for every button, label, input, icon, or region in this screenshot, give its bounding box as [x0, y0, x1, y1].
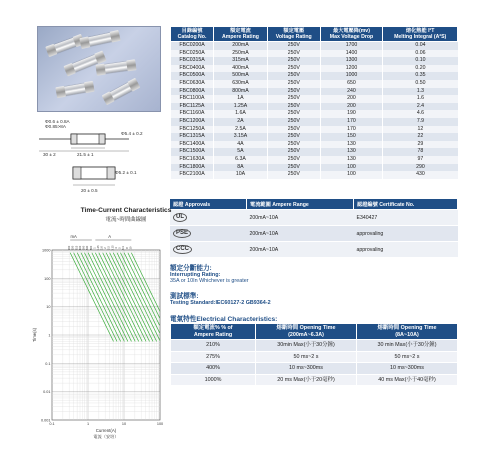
electrical-header: 額定電流% % of Ampere Rating [171, 324, 256, 340]
spec-cell: FBC0630A [171, 80, 214, 88]
top-tick-label: 1.6 [100, 246, 104, 250]
top-tick-label: 3.15 [111, 245, 115, 251]
approvals-row [170, 226, 458, 242]
spec-row [171, 156, 458, 164]
spec-cell: FBC1160A [171, 110, 214, 118]
spec-cell: 200 [320, 103, 383, 111]
drawing-l3: 20 ± 0.5 [81, 188, 98, 193]
electrical-table [170, 323, 458, 386]
spec-header: 目錄編號 Catalog No. [171, 27, 214, 42]
spec-cell: 130 [320, 148, 383, 156]
x-tick-label: 1 [86, 422, 90, 426]
spec-cell: FBC0500A [171, 72, 214, 80]
top-tick-label: 250 [71, 245, 75, 251]
spec-cell: 170 [320, 118, 383, 126]
drawing-l2: 21.5 ± 1 [77, 152, 94, 157]
spec-cell: 1200 [320, 65, 383, 73]
y-tick-label: 10 [46, 305, 51, 310]
spec-cell: 400mA [214, 65, 268, 73]
spec-cell: 800mA [214, 88, 268, 96]
spec-row [171, 65, 458, 73]
spec-row [171, 72, 458, 80]
spec-row [171, 171, 458, 179]
approvals-row [170, 210, 458, 226]
spec-row [171, 103, 458, 111]
fuse-image [47, 35, 82, 55]
spec-cell: 250V [267, 141, 320, 149]
spec-cell: 0.06 [383, 50, 458, 58]
top-tick-label: 800 [89, 245, 93, 251]
spec-cell: 6.3A [214, 156, 268, 164]
interrupting-label: Interrupting Rating: [170, 272, 221, 278]
approvals-header: 電流範圍 Ampere Range [247, 199, 354, 210]
spec-cell: 250V [267, 148, 320, 156]
testing-value: IEC60127-2 GB9364-2 [215, 300, 271, 306]
spec-cell: 250V [267, 110, 320, 118]
chart-subtitle: 電流~時間曲線圖 [105, 217, 147, 223]
spec-cell: 250V [267, 50, 320, 58]
drawing-d2: Φ5.2 ± 0.1 [115, 170, 137, 175]
spec-row [171, 133, 458, 141]
spec-cell: 500mA [214, 72, 268, 80]
spec-row [171, 80, 458, 88]
spec-cell: 250V [267, 156, 320, 164]
spec-cell: 170 [320, 126, 383, 134]
spec-header: 額定電流 Ampere Rating [214, 27, 268, 42]
spec-cell: 29 [383, 141, 458, 149]
spec-row [171, 50, 458, 58]
spec-cell: FBC0800A [171, 88, 214, 96]
electrical-cell: 30min Max(小于30分鐘) [256, 340, 357, 352]
spec-cell: 240 [320, 88, 383, 96]
x-tick-label: 0.1 [49, 422, 55, 426]
spec-header: 額定電壓 Voltage Rating [267, 27, 320, 42]
spec-cell: 1.6 [383, 95, 458, 103]
y-tick-label: 0.1 [45, 361, 51, 366]
spec-cell: 8A [214, 164, 268, 172]
spec-cell: 250V [267, 57, 320, 65]
spec-cell: 12 [383, 126, 458, 134]
electrical-cell: 40 ms Max(小于40毫秒) [357, 374, 458, 386]
spec-cell: 430 [383, 171, 458, 179]
approvals-header: 認證編號 Certificate No. [354, 199, 458, 210]
x-tick-label: 100 [156, 422, 164, 426]
drawing-l1: 30 ± 2 [43, 152, 56, 157]
spec-cell: 0.35 [383, 72, 458, 80]
spec-row [171, 148, 458, 156]
spec-cell: 150 [320, 133, 383, 141]
spec-row [171, 110, 458, 118]
testing-title: 測試標準: [170, 293, 199, 300]
spec-cell: 1400 [320, 50, 383, 58]
interrupting-title: 額定分斷能力: [170, 265, 212, 272]
y-tick-label: 0.001 [40, 418, 51, 423]
spec-cell: 250V [267, 164, 320, 172]
spec-cell: 130 [320, 141, 383, 149]
top-tick-label: 10 [129, 246, 133, 250]
fuse-image [104, 80, 138, 104]
approvals-body [170, 210, 458, 258]
electrical-row [171, 351, 458, 363]
drawing-dia-2: Φ0.85>8A [45, 124, 66, 129]
top-tick-label: 500 [82, 245, 86, 251]
top-tick-label: 5 [118, 247, 122, 249]
interrupting-block [170, 262, 249, 284]
approval-range: 200mA~10A [247, 210, 354, 226]
product-photo [37, 26, 161, 112]
spec-cell: 290 [383, 164, 458, 172]
spec-cell: 0.10 [383, 57, 458, 65]
dimension-drawing [37, 115, 159, 197]
electrical-cell: 10 ms~300ms [256, 363, 357, 375]
spec-cell: 250V [267, 103, 320, 111]
spec-cell: 0.04 [383, 42, 458, 50]
spec-header: 熔化熱能 I²T Melting Integral (A²S) [383, 27, 458, 42]
spec-cell: 250V [267, 126, 320, 134]
spec-cell: 250V [267, 95, 320, 103]
x-axis-label-zh: 電流（安培） [93, 434, 119, 439]
spec-row [171, 95, 458, 103]
spec-cell: FBC0400A [171, 65, 214, 73]
approval-cert: E340427 [354, 210, 458, 226]
approvals-row [170, 242, 458, 258]
approvals-table [170, 199, 458, 257]
spec-cell: 1A [214, 95, 268, 103]
chart-title: Time-Current Characteristics [80, 207, 172, 214]
spec-row [171, 88, 458, 96]
certification-logo-icon: CCC [173, 245, 192, 254]
spec-cell: 78 [383, 148, 458, 156]
spec-cell: FBC1630A [171, 156, 214, 164]
electrical-cell: 1000% [171, 374, 256, 386]
spec-cell: 200mA [214, 42, 268, 50]
spec-cell: 2.5A [214, 126, 268, 134]
spec-table [170, 26, 458, 179]
spec-row [171, 164, 458, 172]
top-tick-label: 2 [104, 247, 108, 249]
spec-cell: 0.50 [383, 80, 458, 88]
approval-range: 200mA~10A [247, 226, 354, 242]
approval-mark [170, 226, 247, 242]
spec-row [171, 57, 458, 65]
fuse-image [98, 61, 135, 75]
spec-cell: FBC0315A [171, 57, 214, 65]
testing-label: Testing Standard: [170, 300, 216, 306]
electrical-cell: 30 min Max(小于30分鐘) [357, 340, 458, 352]
electrical-row [171, 340, 458, 352]
spec-cell: FBC1200A [171, 118, 214, 126]
electrical-cell: 10 ms~300ms [357, 363, 458, 375]
spec-cell: 200 [320, 95, 383, 103]
approvals-header: 認證 Approvals [170, 199, 247, 210]
y-tick-label: 1000 [42, 248, 51, 253]
spec-cell: FBC1800A [171, 164, 214, 172]
top-tick-label: 315 [75, 245, 79, 251]
spec-cell: 630mA [214, 80, 268, 88]
spec-row [171, 118, 458, 126]
spec-row [171, 126, 458, 134]
top-unit-label: mA [70, 234, 77, 239]
spec-header-row [171, 27, 458, 42]
drawing-d1: Φ5.4 ± 0.2 [121, 131, 143, 136]
spec-cell: FBC0200A [171, 42, 214, 50]
approval-cert: approvaling [354, 242, 458, 258]
spec-cell: 190 [320, 110, 383, 118]
y-tick-label: 100 [44, 276, 51, 281]
spec-cell: 1700 [320, 42, 383, 50]
electrical-row [171, 363, 458, 375]
time-current-chart [30, 220, 170, 445]
spec-cell: 22 [383, 133, 458, 141]
y-tick-label: 0.01 [43, 390, 51, 395]
fuse-image [57, 82, 92, 97]
spec-cell: FBC1125A [171, 103, 214, 111]
spec-cell: 315mA [214, 57, 268, 65]
drawing-dia-1: Φ0.6 ± 0.8A [45, 119, 70, 124]
spec-cell: 1.3 [383, 88, 458, 96]
top-tick-label: 4 [115, 247, 119, 249]
spec-cell: 7.9 [383, 118, 458, 126]
top-tick-label: 1 [93, 247, 97, 249]
y-tick-label: 1 [48, 333, 51, 338]
spec-cell: 1.25A [214, 103, 268, 111]
top-tick-label: 400 [79, 245, 83, 251]
spec-cell: 10A [214, 171, 268, 179]
spec-cell: FBC1500A [171, 148, 214, 156]
spec-cell: 250V [267, 88, 320, 96]
x-tick-label: 10 [121, 422, 127, 426]
spec-cell: FBC2100A [171, 171, 214, 179]
certification-logo-icon: UL [173, 213, 187, 222]
y-axis-label: Time(s) [32, 327, 37, 343]
interrupting-value: 35A or 10In Whichever is greater [170, 278, 249, 284]
spec-cell: 250V [267, 118, 320, 126]
spec-cell: 130 [320, 156, 383, 164]
spec-row [171, 141, 458, 149]
top-tick-label: 200 [68, 245, 72, 251]
spec-header: 最大電壓降(mv) Max Voltage Drop [320, 27, 383, 42]
electrical-row [171, 374, 458, 386]
approval-range: 200mA~10A [247, 242, 354, 258]
electrical-title: 電氣特性Electrical Characteristics: [170, 316, 278, 323]
electrical-cell: 20 ms Max(小于20毫秒) [256, 374, 357, 386]
top-tick-label: 630 [86, 245, 90, 251]
spec-cell: 2.4 [383, 103, 458, 111]
top-tick-label: 6.3 [122, 246, 126, 250]
spec-row [171, 42, 458, 50]
spec-cell: 3.15A [214, 133, 268, 141]
spec-cell: 4.6 [383, 110, 458, 118]
spec-cell: 250V [267, 171, 320, 179]
spec-cell: 1.6A [214, 110, 268, 118]
top-tick-label: 1.25 [96, 245, 100, 251]
electrical-cell: 400% [171, 363, 256, 375]
spec-cell: 650 [320, 80, 383, 88]
spec-cell: 1300 [320, 57, 383, 65]
spec-cell: 4A [214, 141, 268, 149]
spec-cell: FBC0250A [171, 50, 214, 58]
spec-cell: 250V [267, 65, 320, 73]
electrical-header: 熔斷時間 Opening Time (200mA~6.3A) [256, 324, 357, 340]
electrical-cell: 50 ms~2 s [256, 351, 357, 363]
spec-cell: FBC1100A [171, 95, 214, 103]
x-axis-label: Current(A) [95, 428, 117, 433]
spec-cell: FBC1400A [171, 141, 214, 149]
spec-cell: 250V [267, 72, 320, 80]
approval-cert: approvaling [354, 226, 458, 242]
spec-cell: 100 [320, 171, 383, 179]
spec-cell: FBC1315A [171, 133, 214, 141]
electrical-cell: 50 ms~2 s [357, 351, 458, 363]
spec-cell: 0.20 [383, 65, 458, 73]
top-unit-label: A [108, 234, 112, 239]
spec-cell: 250V [267, 80, 320, 88]
fuse-image [81, 31, 118, 47]
spec-cell: 100 [320, 164, 383, 172]
spec-cell: 1000 [320, 72, 383, 80]
spec-cell: 2A [214, 118, 268, 126]
electrical-body [171, 340, 458, 386]
spec-cell: FBC1250A [171, 126, 214, 134]
electrical-header: 熔斷時間 Opening Time (8A~10A) [357, 324, 458, 340]
spec-cell: 250V [267, 42, 320, 50]
spec-cell: 5A [214, 148, 268, 156]
spec-cell: 97 [383, 156, 458, 164]
certification-logo-icon: PSE [173, 229, 191, 238]
spec-body [171, 42, 458, 179]
top-tick-label: 8 [125, 247, 129, 249]
spec-cell: 250V [267, 133, 320, 141]
electrical-cell: 275% [171, 351, 256, 363]
testing-block [170, 290, 271, 306]
spec-cell: 250mA [214, 50, 268, 58]
electrical-cell: 210% [171, 340, 256, 352]
top-tick-label: 2.5 [107, 246, 111, 250]
approval-mark [170, 242, 247, 258]
